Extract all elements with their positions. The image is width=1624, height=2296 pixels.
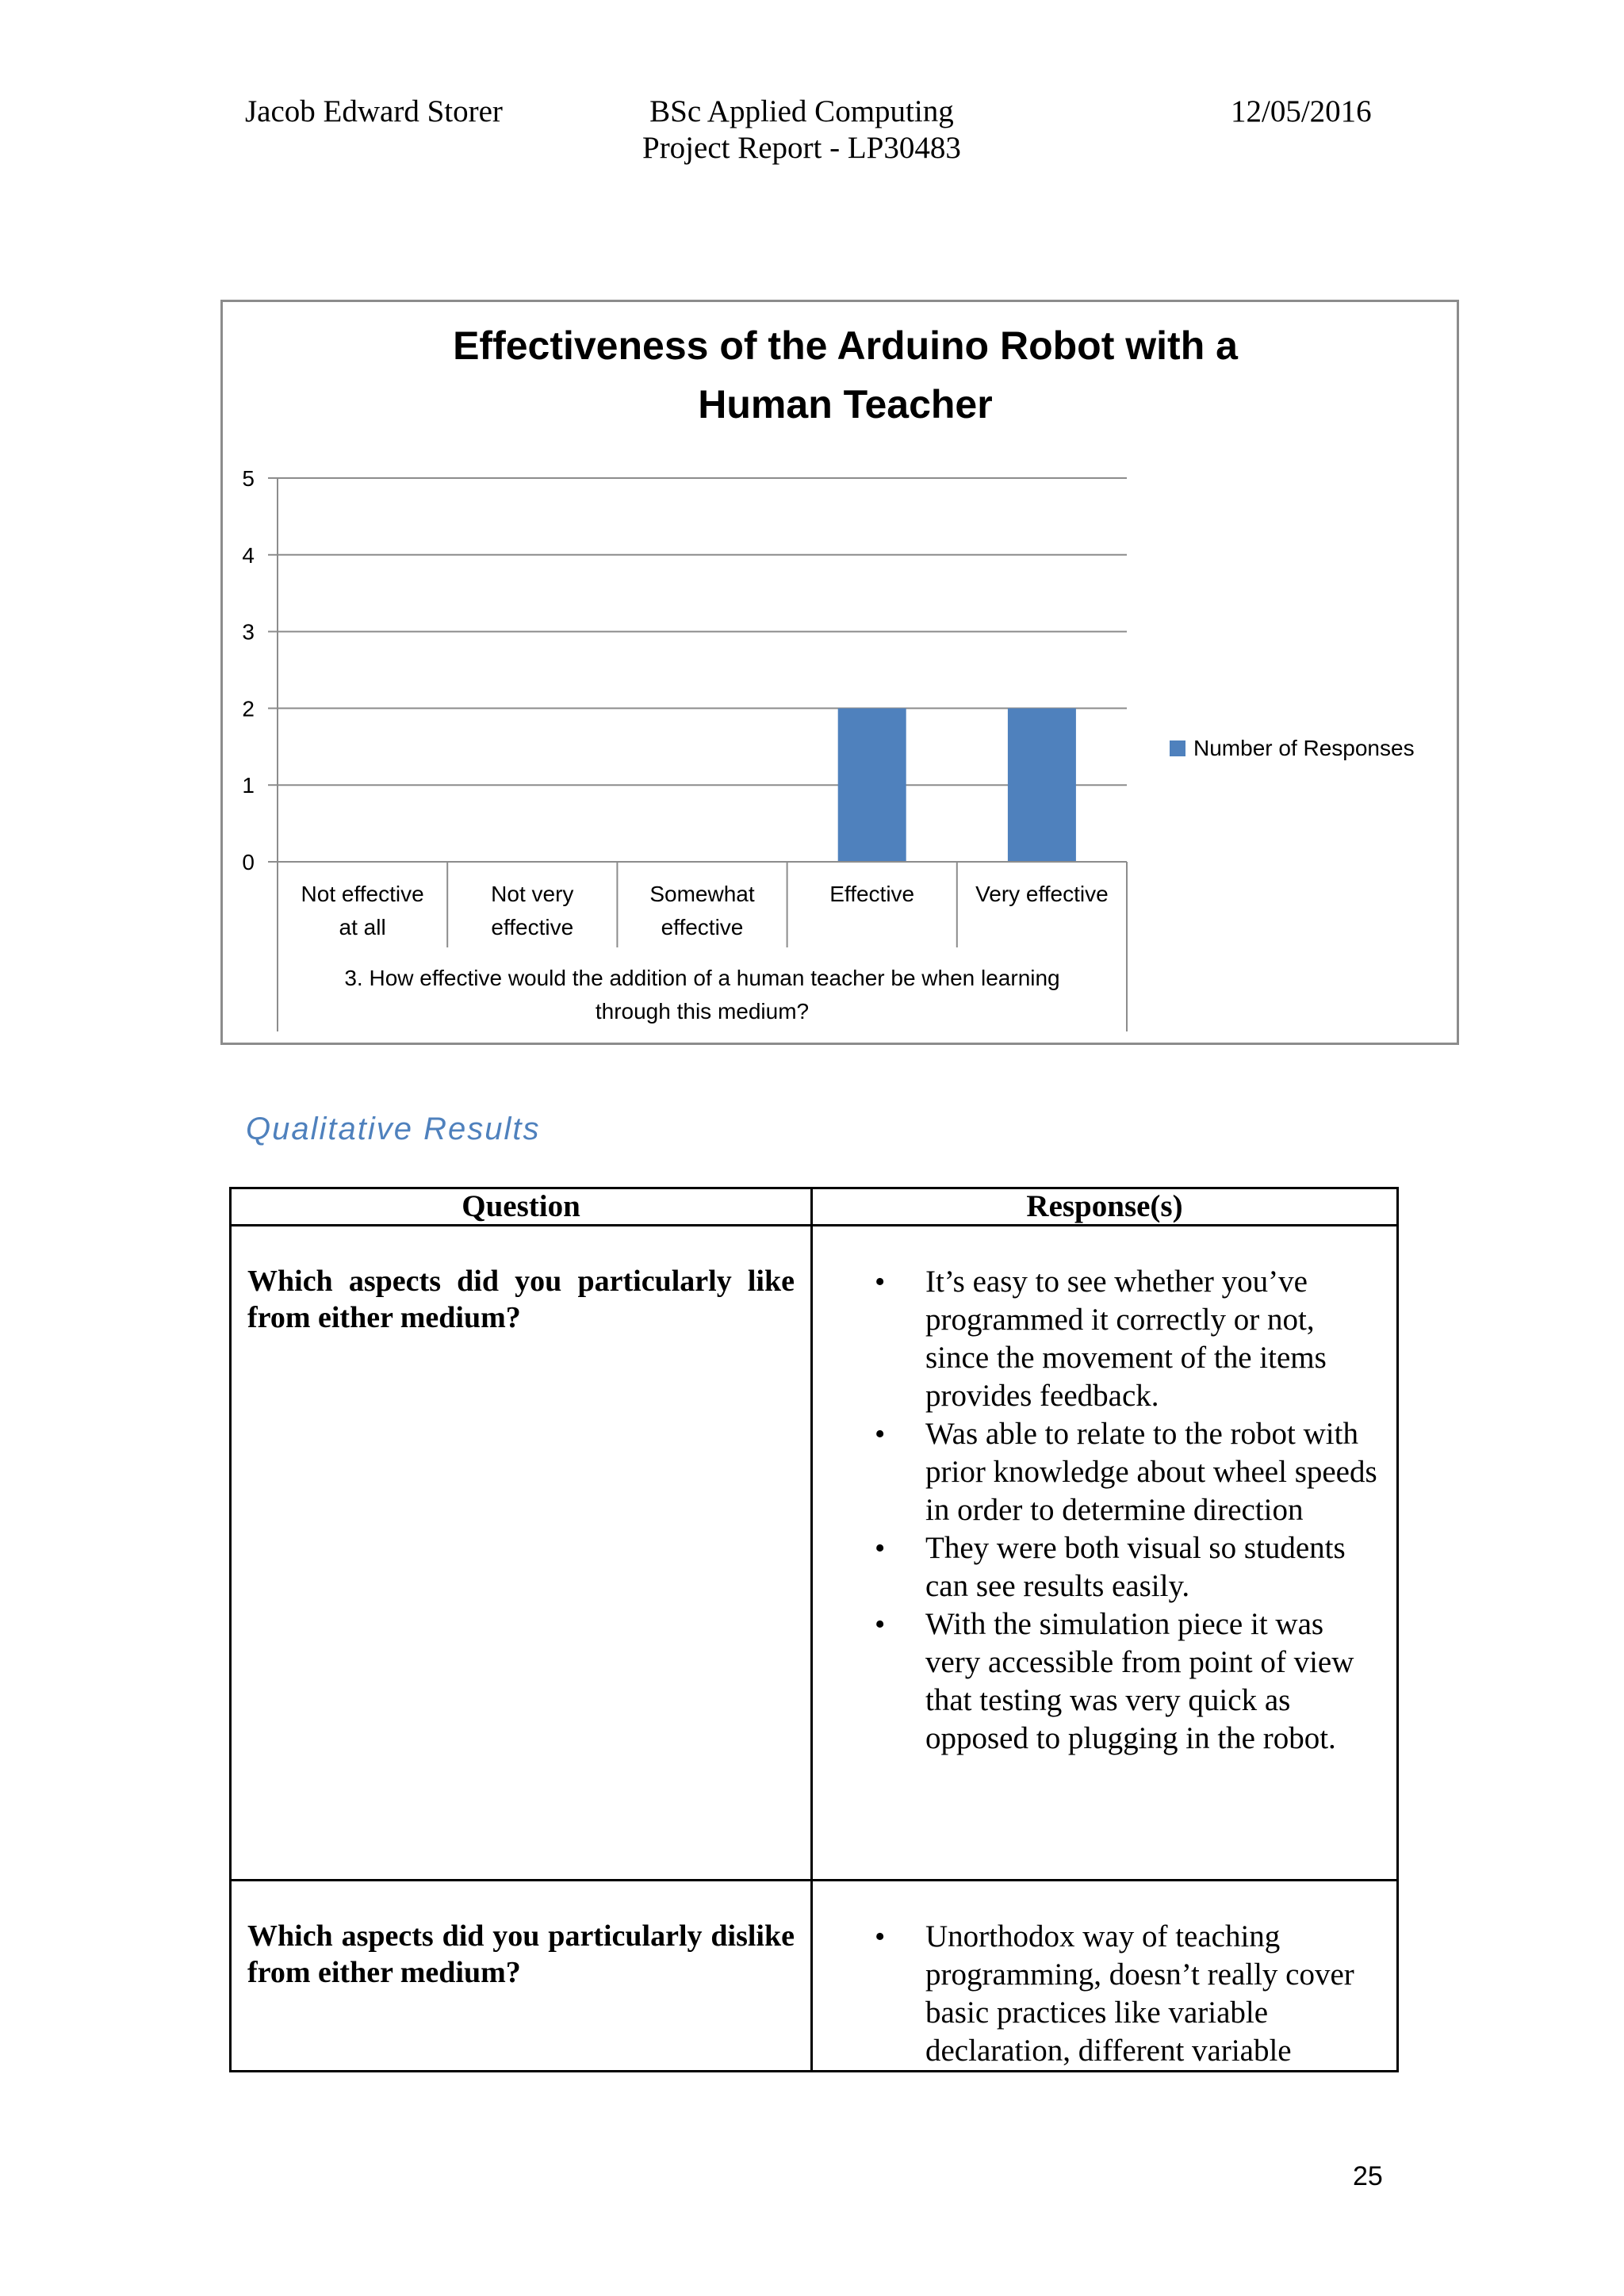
responses-list [813,1918,1381,2070]
bar [1008,708,1076,862]
legend-swatch [1170,740,1185,756]
response-item: • Was able to relate to the robot with prior knowledge about wheel speeds in order to determine direction [813,1415,1381,1529]
responses-list [813,1263,1381,1758]
question-cell: Which aspects did you particularly like from either medium? [231,1226,812,1881]
section-heading: Qualitative Results [246,1112,541,1146]
table-row [231,1226,1398,1881]
header-course [642,94,961,166]
header-author: Jacob Edward Storer [245,94,503,128]
legend-label: Number of Responses [1193,736,1415,760]
response-item: • With the simulation piece it was very accessible from point of view that testing was very quick as opposed to plugging in the robot. [813,1605,1381,1758]
response-item: • It’s easy to see whether you’ve programmed it correctly or not, since the movement of the items provides feedback. [813,1263,1381,1415]
x-axis-label-line: 3. How effective would the addition of a human teacher be when learning [344,966,1060,990]
y-tick-label: 2 [242,696,255,721]
y-tick-label: 1 [242,773,255,798]
y-tick-label: 3 [242,619,255,645]
table-row [231,1881,1398,2072]
x-category-label: at all [339,915,386,939]
response-item: • They were both visual so students can see results easily. [813,1529,1381,1605]
x-category-label: Somewhat [649,882,755,906]
x-axis-categories [301,882,1109,939]
chart-gridlines [278,478,1127,785]
responses-cell [812,1226,1398,1881]
bar [838,708,906,862]
bar-chart [220,300,1459,1045]
chart-legend [1170,736,1415,760]
responses-cell [812,1881,1398,2072]
x-category-label: Not very [491,882,574,906]
qualitative-results-table [229,1187,1399,2072]
page-number: 25 [1353,2161,1383,2191]
chart-title-line: Human Teacher [698,382,993,427]
chart-title [453,323,1239,427]
header-course-line2: Project Report - LP30483 [642,131,961,165]
header-question: Question [231,1188,812,1226]
x-axis-label-line: through this medium? [595,999,810,1024]
chart-axes [278,478,1127,1031]
x-category-label: effective [491,915,574,939]
x-category-label: effective [661,915,744,939]
table-header-row [231,1188,1398,1226]
x-category-label: Not effective [301,882,424,906]
header-course-line1: BSc Applied Computing [649,94,954,128]
chart-title-line: Effectiveness of the Arduino Robot with a [453,323,1238,368]
response-item: • Unorthodox way of teaching programming, doesn’t really cover basic practices like variable declaration, different variable [813,1918,1381,2070]
y-axis-ticks [242,466,278,874]
x-axis-label [344,966,1059,1024]
y-tick-label: 4 [242,542,255,568]
x-category-label: Very effective [975,882,1109,906]
question-cell: Which aspects did you particularly dislike from either medium? [231,1881,812,2072]
x-category-label: Effective [829,882,915,906]
header-date: 12/05/2016 [1231,94,1372,128]
chart-canvas [223,302,1461,1047]
y-tick-label: 5 [242,466,255,491]
header-responses: Response(s) [812,1188,1398,1226]
y-tick-label: 0 [242,850,255,874]
